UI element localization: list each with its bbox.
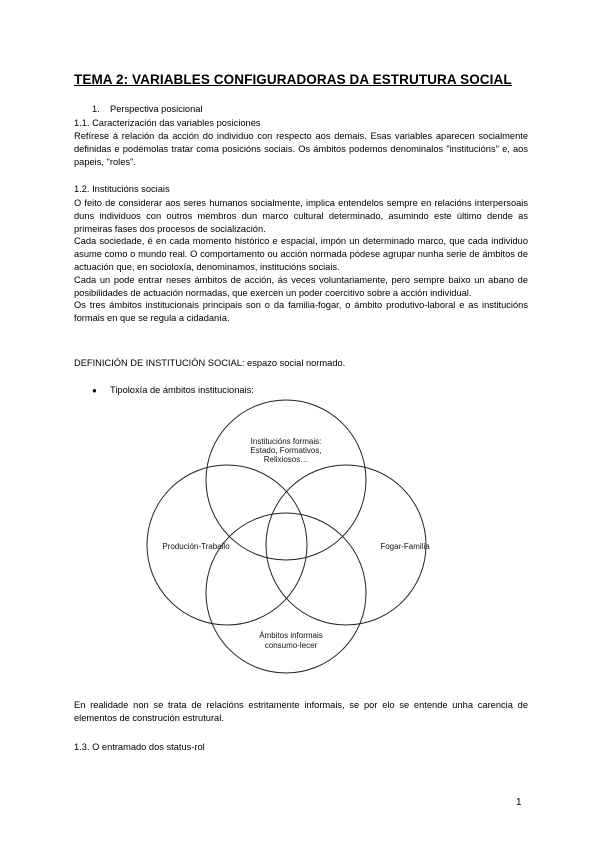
venn-label-left: Produción-Traballo [162, 542, 230, 551]
paragraph: Os tres ámbitos institucionais principais son o da familia-fogar, o ámbito produtivo-laboral e as institucións formais en que se regula a cidadanía. [74, 300, 528, 324]
venn-label-bottom-line: Ámbitos informais [259, 631, 323, 640]
closing-paragraph [74, 699, 528, 725]
paragraph: Refírese á relación da acción do individuo con respecto aos demais. Esas variables aparecen socialmente definidas e podémolas tratar coma posicións sociais. Os ámbitos podemos denominalos "institucións" e, aos papeis, "roles". [74, 131, 528, 167]
numbered-heading-text: Perspectiva posicional [110, 104, 203, 114]
definition-label: DEFINICIÓN DE INSTITUCIÓN SOCIAL: [74, 358, 245, 368]
paragraph: Cada sociedade, é en cada momento histórico e espacial, impón un determinado marco, que cada individuo asume como o mundo real. O comportamento ou acción normada pódese agrupar nunha serie de ámbitos de actuación que, en socioloxía, denominamos, institucións sociais. [74, 236, 528, 272]
paragraph: O feito de considerar aos seres humanos socialmente, implica entendelos sempre en relacións interpersoais duns individuos con outros membros dun marco cultural determinado, asumindo este último dende as primeiras fases dos procesos de socialización. [74, 198, 528, 234]
bullet-text: Tipoloxía de ámbitos institucionais: [110, 385, 254, 395]
paragraph-1-1 [74, 130, 528, 168]
numbered-heading-number: 1. [92, 104, 100, 114]
subheading-1-2: 1.2. Institucións sociais [74, 184, 170, 194]
venn-label-top-line: Institucións formais: [250, 437, 322, 446]
definition-text: espazo social normado. [244, 358, 346, 368]
document-title: TEMA 2: VARIABLES CONFIGURADORAS DA ESTRUTURA SOCIAL [74, 72, 512, 87]
subheading-1-3: 1.3. O entramado dos status-rol [74, 742, 205, 752]
paragraph: Cada un pode entrar neses ámbitos de acción, ás veces voluntariamente, pero sempre baixo un abano de posibilidades de actuación normadas, que exercen un poder coercitivo sobre a acción individual. [74, 274, 528, 298]
venn-label-right: Fogar-Familia [380, 542, 430, 551]
venn-label-top-line: Relixiosos… [263, 455, 309, 464]
section-1-2-body [74, 197, 528, 325]
venn-label-bottom-line: consumo-lecer [264, 641, 318, 650]
venn-diagram [140, 392, 440, 674]
paragraph: En realidade non se trata de relacións estritamente informais, se por elo se entende unha carencia de elementos de construción estrutural. [74, 700, 528, 723]
venn-label-top-line: Estado, Formativos, [250, 446, 322, 455]
bullet-icon: ● [92, 386, 97, 395]
numbered-heading [92, 104, 203, 114]
subheading-1-1: 1.1. Caracterización das variables posiciones [74, 118, 261, 128]
definition-line [74, 358, 345, 368]
page-number: 1 [516, 797, 522, 808]
